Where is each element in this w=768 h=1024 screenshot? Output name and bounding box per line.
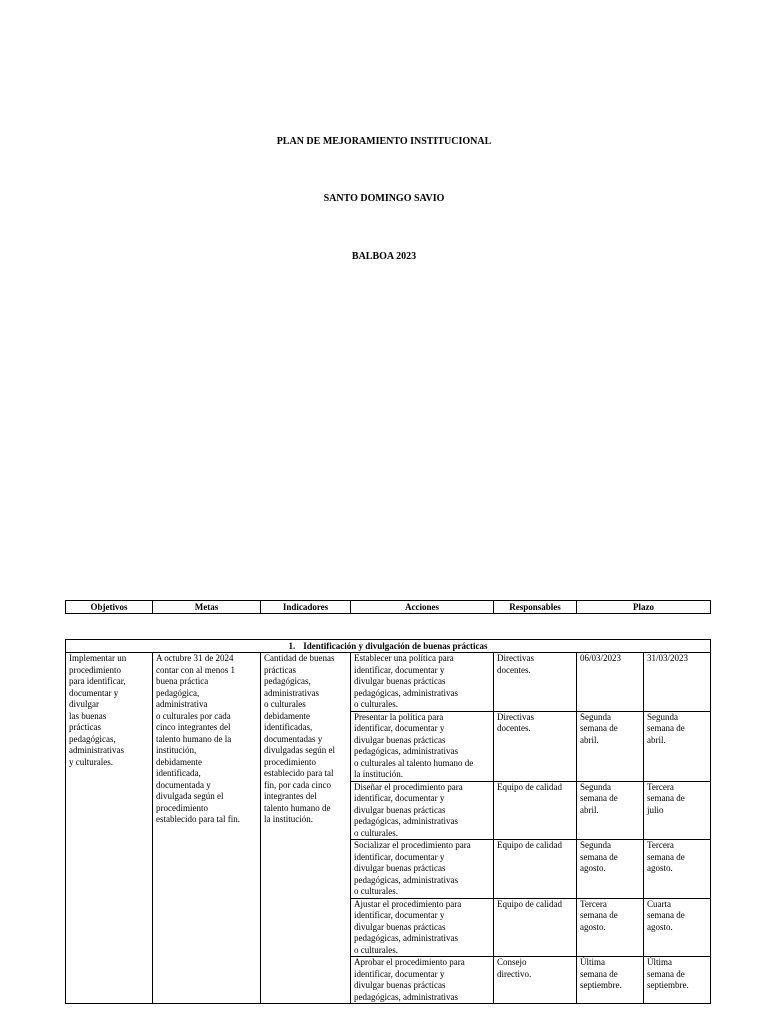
header-indicadores: Indicadores	[261, 601, 351, 614]
plazo-inicio-cell: Segunda semana de abril.	[577, 711, 644, 781]
section-heading	[66, 640, 711, 653]
accion-cell: Aprobar el procedimiento para identificar, documentar y divulgar buenas prácticas pedagógicas, administrativas	[351, 957, 494, 1004]
responsable-cell: Consejo directivo.	[494, 957, 577, 1004]
plazo-inicio-cell: Tercera semana de agosto.	[577, 898, 644, 957]
plan-header-table	[65, 600, 711, 614]
responsable-cell: Directivas docentes.	[494, 711, 577, 781]
plazo-inicio-cell: 06/03/2023	[577, 653, 644, 712]
responsable-cell: Equipo de calidad	[494, 898, 577, 957]
header-acciones: Acciones	[351, 601, 494, 614]
meta-cell: A octubre 31 de 2024 contar con al menos 1 buena práctica pedagógica, administrativa o culturales por cada cinco integrantes del talento humano de la institución, debidamente identificada, documentada y divulgada según el procedimiento establecido para tal fin.	[153, 653, 261, 1004]
location-year: BALBOA 2023	[351, 251, 417, 262]
institution-name: SANTO DOMINGO SAVIO	[323, 193, 445, 204]
accion-cell: Establecer una política para identificar, documentar y divulgar buenas prácticas pedagógicas, administrativas o culturales.	[351, 653, 494, 712]
plazo-fin-cell: Última semana de septiembre.	[644, 957, 711, 1004]
plazo-fin-cell: Tercera semana de julio	[644, 781, 711, 840]
header-row	[66, 601, 711, 614]
section-title: Identificación y divulgación de buenas prácticas	[303, 641, 488, 651]
header-objetivos: Objetivos	[66, 601, 153, 614]
header-responsables: Responsables	[494, 601, 577, 614]
plazo-fin-cell: Tercera semana de agosto.	[644, 840, 711, 899]
responsable-cell: Equipo de calidad	[494, 840, 577, 899]
section-number: 1.	[288, 641, 296, 651]
header-plazo: Plazo	[577, 601, 711, 614]
objetivo-cell: Implementar un procedimiento para identificar, documentar y divulgar las buenas prácticas pedagógicas, administrativas y culturales.	[66, 653, 153, 1004]
accion-cell: Presentar la política para identificar, documentar y divulgar buenas prácticas pedagógicas, administrativas o culturales al talento humano de la institución.	[351, 711, 494, 781]
document-title: PLAN DE MEJORAMIENTO INSTITUCIONAL	[276, 136, 492, 147]
plazo-fin-cell: Segunda semana de abril.	[644, 711, 711, 781]
table-row	[66, 653, 711, 712]
header-metas: Metas	[153, 601, 261, 614]
plazo-fin-cell: Cuarta semana de agosto.	[644, 898, 711, 957]
accion-cell: Diseñar el procedimiento para identificar, documentar y divulgar buenas prácticas pedagógicas, administrativas o culturales.	[351, 781, 494, 840]
accion-cell: Ajustar el procedimiento para identificar, documentar y divulgar buenas prácticas pedagógicas, administrativas o culturales.	[351, 898, 494, 957]
section-heading-row	[66, 640, 711, 653]
responsable-cell: Directivas docentes.	[494, 653, 577, 712]
accion-cell: Socializar el procedimiento para identificar, documentar y divulgar buenas prácticas pedagógicas, administrativas o culturales.	[351, 840, 494, 899]
plazo-inicio-cell: Segunda semana de agosto.	[577, 840, 644, 899]
plazo-inicio-cell: Segunda semana de abril.	[577, 781, 644, 840]
responsable-cell: Equipo de calidad	[494, 781, 577, 840]
plazo-inicio-cell: Última semana de septiembre.	[577, 957, 644, 1004]
plan-body-table	[65, 639, 711, 1004]
indicador-cell: Cantidad de buenas prácticas pedagógicas, administrativas o culturales debidamente identificadas, documentadas y divulgadas según el procedimiento establecido para tal fin, por cada cinco integrantes del talento humano de la institución.	[261, 653, 351, 1004]
plazo-fin-cell: 31/03/2023	[644, 653, 711, 712]
